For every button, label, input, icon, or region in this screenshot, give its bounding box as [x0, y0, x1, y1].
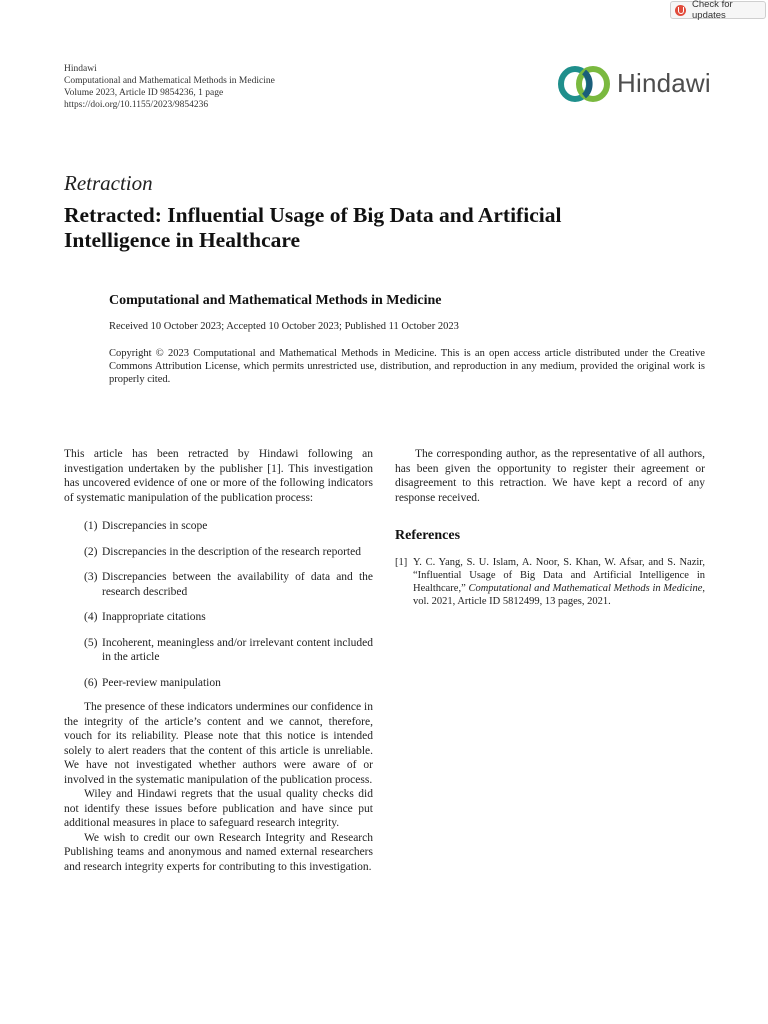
- doi-link[interactable]: https://doi.org/10.1155/2023/9854236: [64, 100, 209, 110]
- check-for-updates-label: Check for updates: [692, 0, 733, 21]
- references-heading: References: [395, 528, 461, 543]
- check-for-updates-button[interactable]: [670, 1, 766, 19]
- article-type: Retraction: [64, 171, 153, 195]
- list-item: (1) Discrepancies in scope: [84, 520, 208, 532]
- reference-journal: Computational and Mathematical Methods in Medicine: [468, 582, 703, 594]
- list-item: (6) Peer-review manipulation: [84, 676, 221, 689]
- crossmark-icon: [675, 5, 686, 16]
- copyright-notice: Copyright © 2023 Computational and Mathematical Methods in Medicine. This is an open access article distributed under the Creative Commons Attribution License, which permits unrestricted use, distribution, and reproduction in any medium, provided the original work is properly cited.: [109, 348, 705, 385]
- journal-name: Computational and Mathematical Methods in Medicine: [109, 293, 442, 308]
- wiley-paragraph: Wiley and Hindawi regrets that the usual quality checks did not identify these issues before publication and have since put additional measures in place to safeguard research integrity.: [64, 788, 373, 829]
- left-column: [64, 447, 373, 874]
- presence-paragraph: The presence of these indicators undermines our confidence in the integrity of the article’s content and we cannot, therefore, vouch for its reliability. Please note that this notice is intended solely to alert readers that the content of this article is unreliable. We have not investigated whether authors were aware of or involved in the systematic manipulation of the publication process.: [64, 701, 373, 786]
- reference-item: [395, 556, 705, 608]
- article-title: Retracted: Influential Usage of Big Data and Artificial Intelligence in Healthcare: [64, 203, 562, 252]
- indicator-list: [64, 519, 373, 690]
- credit-paragraph: We wish to credit our own Research Integrity and Research Publishing teams and anonymous and named external researchers and research integrity experts for contributing to this investigation.: [64, 831, 373, 873]
- list-item: (4) Inappropriate citations: [84, 611, 206, 623]
- list-item: (3) Discrepancies between the availability of data and the research described: [84, 571, 373, 598]
- list-item: (2) Discrepancies in the description of the research reported: [84, 545, 361, 558]
- reference-number: [1]: [395, 556, 408, 568]
- list-item: (5) Incoherent, meaningless and/or irrelevant content included in the article: [84, 636, 373, 663]
- journal-line: Computational and Mathematical Methods in Medicine: [64, 76, 275, 86]
- intro-paragraph: This article has been retracted by Hindawi following an investigation undertaken by the publisher [1]. This investigation has uncovered evidence of one or more of the following indicators of systematic manipulation of the publication process:: [64, 448, 373, 504]
- right-column: [395, 447, 705, 608]
- publisher-name: Hindawi: [64, 64, 97, 74]
- author-paragraph: The corresponding author, as the representative of all authors, has been given the opportunity to register their agreement or disagreement to this retraction. We have kept a record of any response received.: [395, 448, 705, 504]
- reference-text: Y. C. Yang, S. U. Islam, A. Noor, S. Khan, W. Afsar, and S. Nazir, “Influential Usage of Big Data and Artificial Intelligence in Healthcare,” Computational and Mathematical Methods in Medicine, vol. 2021, Article ID 5812499, 13 pages, 2021.: [413, 556, 705, 607]
- hindawi-logo-text: Hindawi: [617, 68, 711, 98]
- publication-dates: Received 10 October 2023; Accepted 10 October 2023; Published 11 October 2023: [109, 321, 459, 332]
- volume-info: Volume 2023, Article ID 9854236, 1 page: [64, 88, 224, 98]
